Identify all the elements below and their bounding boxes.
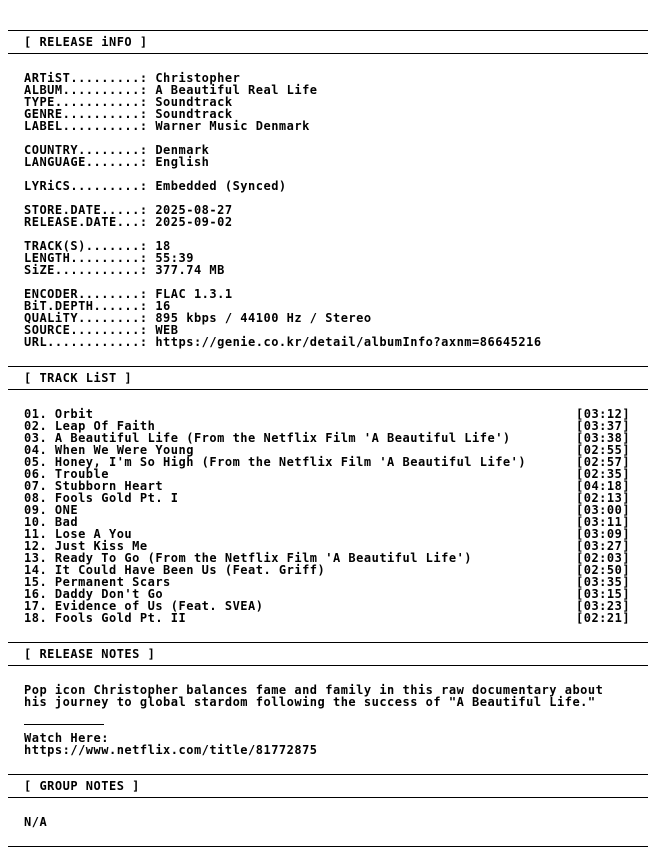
info-source: SOURCE.........: WEB [24, 323, 179, 337]
divider [8, 366, 648, 367]
info-artist: ARTiST.........: Christopher [24, 71, 241, 85]
info-length: LENGTH.........: 55:39 [24, 251, 194, 265]
track-title: 09. ONE [24, 503, 79, 517]
info-url: URL............: https://genie.co.kr/detail/albumInfo?axnm=86645216 [24, 335, 542, 349]
info-language: LANGUAGE.......: English [24, 155, 210, 169]
info-size: SiZE...........: 377.74 MB [24, 263, 225, 277]
section-header-release-notes: [ RELEASE NOTES ] [24, 647, 156, 661]
divider [8, 642, 648, 643]
track-title: 06. Trouble [24, 467, 109, 481]
info-genre: GENRE..........: Soundtrack [24, 107, 233, 121]
track-title: 13. Ready To Go (From the Netflix Film 'A Beautiful Life') [24, 551, 473, 565]
track-title: 02. Leap Of Faith [24, 419, 156, 433]
track-duration: [02:35] [576, 467, 631, 481]
track-duration: [02:50] [576, 563, 631, 577]
release-notes-line: Pop icon Christopher balances fame and family in this raw documentary about [24, 683, 604, 697]
info-release-date: RELEASE.DATE...: 2025-09-02 [24, 215, 233, 229]
info-quality: QUALiTY........: 895 kbps / 44100 Hz / Stereo [24, 311, 372, 325]
track-title: 18. Fools Gold Pt. II [24, 611, 187, 625]
track-title: 08. Fools Gold Pt. I [24, 491, 179, 505]
release-notes-line: his journey to global stardom following the success of "A Beautiful Life." [24, 695, 596, 709]
track-title: 05. Honey, I'm So High (From the Netflix Film 'A Beautiful Life') [24, 455, 527, 469]
divider [8, 389, 648, 390]
watch-label: Watch Here: [24, 731, 109, 745]
info-store-date: STORE.DATE.....: 2025-08-27 [24, 203, 233, 217]
info-album: ALBUM..........: A Beautiful Real Life [24, 83, 318, 97]
track-title: 04. When We Were Young [24, 443, 194, 457]
notes-separator [24, 724, 104, 725]
track-title: 10. Bad [24, 515, 79, 529]
divider [8, 846, 648, 847]
track-duration: [03:38] [576, 431, 631, 445]
track-duration: [03:27] [576, 539, 631, 553]
track-duration: [03:09] [576, 527, 631, 541]
track-title: 12. Just Kiss Me [24, 539, 148, 553]
track-duration: [03:23] [576, 599, 631, 613]
track-duration: [02:03] [576, 551, 631, 565]
info-bit-depth: BiT.DEPTH......: 16 [24, 299, 171, 313]
info-type: TYPE...........: Soundtrack [24, 95, 233, 109]
group-notes-text: N/A [24, 815, 48, 829]
info-encoder: ENCODER........: FLAC 1.3.1 [24, 287, 233, 301]
track-duration: [03:12] [576, 407, 631, 421]
track-duration: [04:18] [576, 479, 631, 493]
track-duration: [03:15] [576, 587, 631, 601]
track-duration: [03:11] [576, 515, 631, 529]
info-country: COUNTRY........: Denmark [24, 143, 210, 157]
track-title: 03. A Beautiful Life (From the Netflix Film 'A Beautiful Life') [24, 431, 511, 445]
track-title: 11. Lose A You [24, 527, 133, 541]
divider [8, 53, 648, 54]
divider [8, 665, 648, 666]
track-title: 07. Stubborn Heart [24, 479, 164, 493]
track-title: 16. Daddy Don't Go [24, 587, 164, 601]
track-duration: [03:35] [576, 575, 631, 589]
track-duration: [02:21] [576, 611, 631, 625]
watch-link[interactable]: https://www.netflix.com/title/81772875 [24, 743, 318, 757]
track-duration: [02:55] [576, 443, 631, 457]
divider [8, 30, 648, 31]
divider [8, 774, 648, 775]
divider [8, 797, 648, 798]
track-title: 15. Permanent Scars [24, 575, 171, 589]
info-tracks: TRACK(S).......: 18 [24, 239, 171, 253]
track-title: 01. Orbit [24, 407, 94, 421]
track-duration: [02:57] [576, 455, 631, 469]
section-header-track-list: [ TRACK LiST ] [24, 371, 133, 385]
track-title: 14. It Could Have Been Us (Feat. Griff) [24, 563, 326, 577]
section-header-release-info: [ RELEASE iNFO ] [24, 35, 148, 49]
info-lyrics: LYRiCS.........: Embedded (Synced) [24, 179, 287, 193]
track-duration: [03:37] [576, 419, 631, 433]
section-header-group-notes: [ GROUP NOTES ] [24, 779, 140, 793]
track-duration: [03:00] [576, 503, 631, 517]
track-title: 17. Evidence of Us (Feat. SVEA) [24, 599, 264, 613]
info-label: LABEL..........: Warner Music Denmark [24, 119, 310, 133]
track-duration: [02:13] [576, 491, 631, 505]
